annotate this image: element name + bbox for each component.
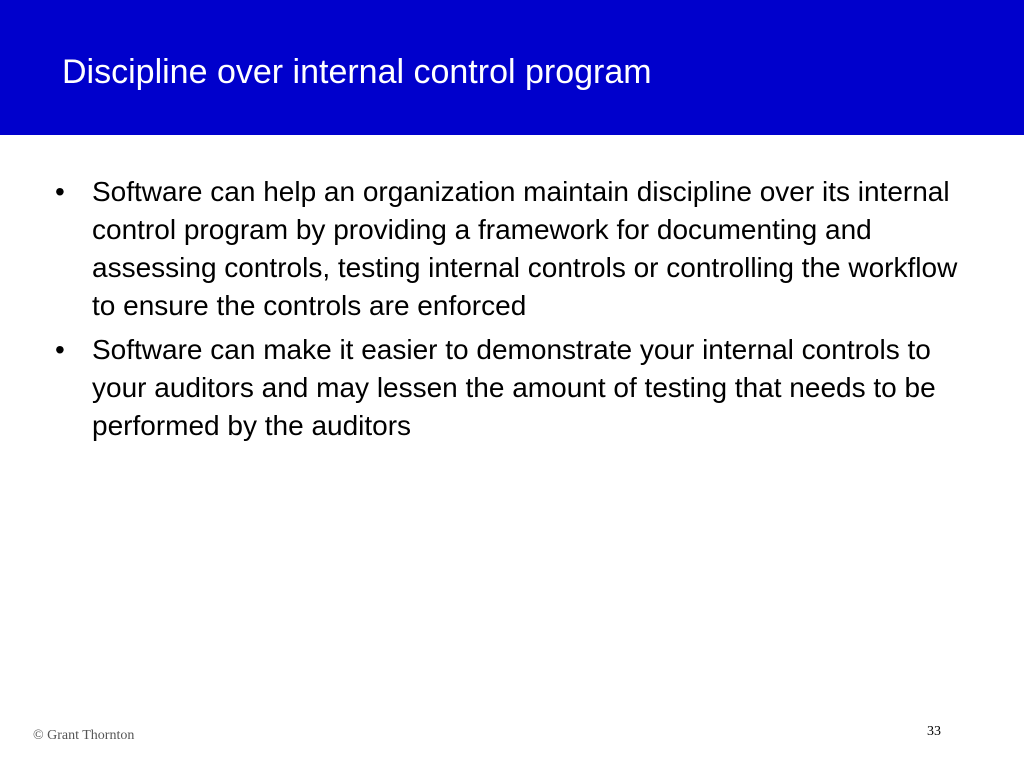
page-number: 33 — [927, 724, 941, 739]
bullet-text: Software can make it easier to demonstrate your internal controls to your auditors and may lessen the amount of testing that needs to be performed by the auditors — [92, 334, 936, 441]
slide-title: Discipline over internal control program — [62, 53, 652, 91]
bullet-item — [55, 331, 965, 445]
footer-copyright: © Grant Thornton — [33, 728, 135, 743]
bullet-icon: • — [55, 334, 65, 365]
title-bar — [0, 0, 1024, 135]
bullet-item — [55, 173, 965, 325]
bullet-text: Software can help an organization maintain discipline over its internal control program by providing a framework for documenting and assessing controls, testing internal controls or controlling the workflow to ensure the controls are enforced — [92, 176, 958, 321]
bullet-icon: • — [55, 176, 65, 207]
bullet-list — [55, 173, 965, 451]
